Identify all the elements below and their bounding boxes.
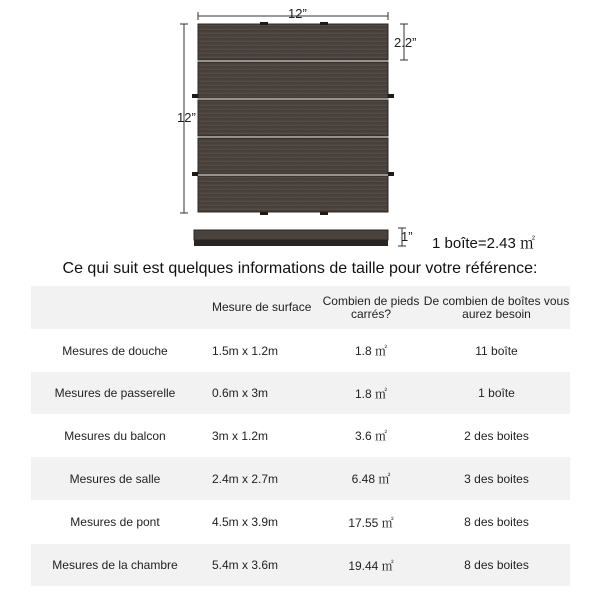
table-row [31,372,570,414]
deck-tile-image [170,8,420,253]
row-area: 1.8 ㎡ [354,344,388,358]
header-cell-boxes: De combien de boîtes vous aurez besoin [423,293,570,321]
row-surface: 3m x 1.2m [212,428,269,443]
size-info-heading: Ce qui suit est quelques informations de taille pour votre référence: [62,260,538,277]
tile-width-label: 12” [288,6,307,21]
table-row [31,500,570,544]
row-surface: 4.5m x 3.9m [212,515,279,529]
header-cell-surface: Mesure de surface [212,300,312,314]
row-surface: 2.4m x 2.7m [212,471,279,486]
row-boxes: 8 des boites [464,515,529,529]
row-boxes: 3 des boites [464,471,529,486]
row-surface: 5.4m x 3.6m [212,558,279,572]
row-area: 3.6 ㎡ [354,429,388,443]
row-name: Mesures de douche [62,343,168,358]
table-row [31,457,570,500]
tile-height-label: 12” [177,110,196,125]
row-surface: 0.6m x 3m [212,386,269,400]
table-row [31,414,570,457]
row-name: Mesures du balcon [64,428,166,443]
header-cell-area: Combien de pieds carrés? [322,293,420,321]
table-row [31,544,570,586]
table-row [31,329,570,372]
row-area: 17.55 ㎡ [348,515,394,530]
row-area: 1.8 ㎡ [354,386,388,401]
row-boxes: 8 des boites [464,558,529,572]
row-name: Mesures de salle [69,471,161,486]
size-table [31,286,570,586]
table-header-row [31,286,570,329]
tile-side-view [194,228,406,246]
product-illustration [0,0,600,255]
row-name: Mesures de pont [70,515,160,529]
row-surface: 1.5m x 1.2m [212,343,279,358]
row-area: 19.44 ㎡ [348,558,394,573]
row-area: 6.48 ㎡ [351,472,391,486]
box-area-note: 1 boîte=2.43 ㎡ [432,235,535,252]
tile-slats [192,22,394,215]
row-boxes: 11 boîte [475,343,518,358]
row-name: Mesures de passerelle [54,386,176,400]
thickness-label: 1” [401,229,413,244]
row-name: Mesures de la chambre [52,558,178,572]
row-boxes: 2 des boites [464,428,529,443]
row-boxes: 1 boîte [478,386,515,400]
slat-width-label: 2.2” [394,35,417,50]
